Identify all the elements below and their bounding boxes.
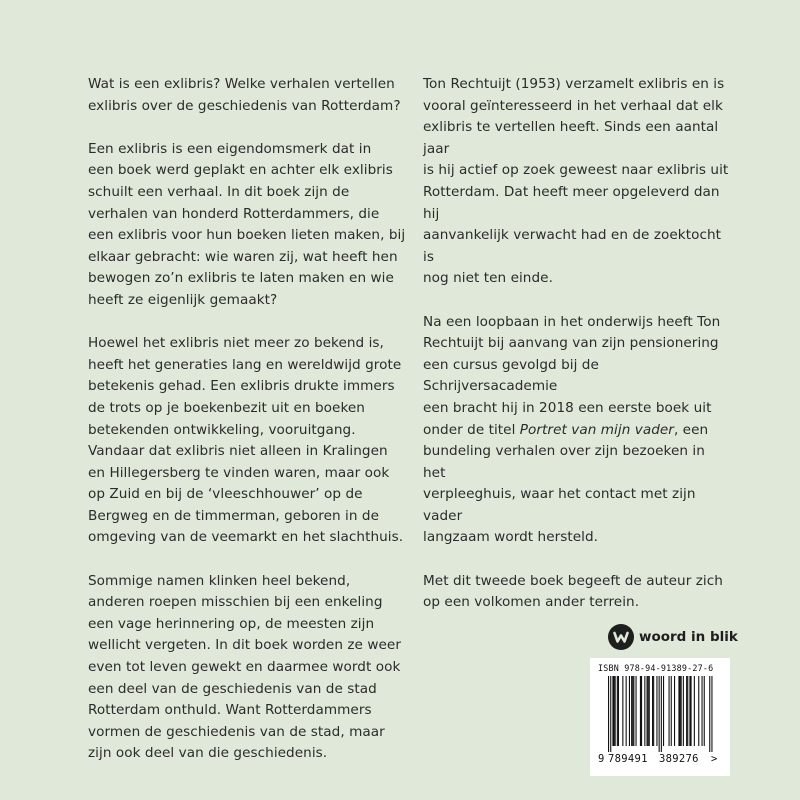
paragraph-what-is-exlibris: Een exlibris is een eigendomsmerk dat in een boek werd geplakt en achter elk exlibris schuilt een verhaal. In dit boek zijn de verhalen van honderd Rotterdammers, die een exlibris voor hun boeken lieten maken, bij elkaar gebracht: wie waren zij, wat heeft hen bewogen zo’n exlibris te laten maken en wie heeft ze eigenlijk gemaakt? bbox=[88, 140, 406, 308]
barcode-bar bbox=[694, 676, 695, 746]
barcode-bar bbox=[636, 676, 637, 746]
barcode-bar bbox=[680, 676, 681, 746]
career-text-start: Na een loopbaan in het onderwijs heeft Ton Rechtuijt bij aanvang van zijn pensionering een cursus gevolgd bij de Schrijversacademie een bracht hij in 2018 een eerste boek uit onder de titel bbox=[423, 313, 721, 438]
left-text-column bbox=[88, 74, 406, 765]
isbn-label: ISBN 978-94-91389-27-6 bbox=[598, 663, 714, 673]
barcode-digits bbox=[598, 753, 722, 765]
barcode-bar bbox=[612, 676, 613, 746]
right-text-column bbox=[423, 74, 729, 614]
paragraph-history: Hoewel het exlibris niet meer zo bekend is, heeft het generaties lang en wereldwijd grote betekenis gehad. Een exlibris drukte immers de trots op je boekenbezit uit en boeken betekenden ontwikkeling, vooruitgang. Vandaar dat exlibris niet alleen in Kralingen en Hillegersberg te vinden waren, maar ook op Zuid en bij de ‘vleeschhouwer’ op de Bergweg en de timmerman, geboren in de omgeving van de veemarkt en het slachthuis. bbox=[88, 335, 404, 546]
paragraph-names: Sommige namen klinken heel bekend, anderen roepen misschien bij een enkeling een vage herinnering op, de meesten zijn wellicht vergeten. In dit boek worden ze weer even tot leven gewekt en daarmee wordt ook een deel van de geschiedenis van de stad Rotterdam onthuld. Want Rotterdammers vormen de geschiedenis van de stad, maar zijn ook deel van die geschiedenis. bbox=[88, 572, 401, 762]
barcode-bar bbox=[633, 676, 634, 746]
career-text-end: , een bundeling verhalen over zijn bezoeken in het verpleeghuis, waar het contact met zijn vader langzaam wordt hersteld. bbox=[423, 421, 709, 546]
barcode-bar bbox=[691, 676, 692, 746]
barcode-digit-group-right: 389276 bbox=[659, 753, 699, 765]
barcode-bar bbox=[629, 676, 630, 746]
barcode-bar bbox=[656, 676, 657, 746]
barcode-bar bbox=[663, 676, 664, 746]
barcode-bar bbox=[689, 676, 690, 746]
publisher-name: woord in blik bbox=[639, 629, 738, 645]
barcode-bar bbox=[610, 676, 611, 752]
paragraph-author-bio: Ton Rechtuijt (1953) verzamelt exlibris en is vooral geïnteresseerd in het verhaal dat elk exlibris te vertellen heeft. Sinds een aantal jaar is hij actief op zoek geweest naar exlibris uit Rotterdam. Dat heeft meer opgeleverd dan hij aanvankelijk verwacht had en de zoektocht is nog niet ten einde. bbox=[423, 76, 729, 287]
barcode-bar bbox=[711, 676, 712, 752]
barcode-bar bbox=[632, 676, 633, 746]
barcode-bar bbox=[652, 676, 653, 746]
barcode-bar bbox=[681, 676, 682, 746]
barcode-bar bbox=[647, 676, 648, 746]
barcode-bar bbox=[678, 676, 679, 746]
barcode-bar bbox=[648, 676, 649, 746]
barcode-bar bbox=[698, 676, 699, 746]
barcode-bar bbox=[661, 676, 662, 752]
barcode-bar bbox=[608, 676, 609, 752]
barcode-bar bbox=[644, 676, 645, 746]
barcode-bar bbox=[687, 676, 688, 746]
barcode-bar bbox=[640, 676, 641, 746]
publisher-logo bbox=[608, 622, 738, 652]
barcode-bar bbox=[686, 676, 687, 746]
barcode-bar bbox=[653, 676, 654, 746]
barcode-bar bbox=[641, 676, 642, 746]
barcode-bar bbox=[683, 676, 684, 746]
barcode-bar bbox=[659, 676, 660, 752]
barcode-bar bbox=[674, 676, 675, 746]
barcode-bar bbox=[669, 676, 670, 746]
barcode-bar bbox=[614, 676, 615, 746]
barcode-digit-first: 9 bbox=[598, 753, 605, 765]
isbn-barcode bbox=[590, 658, 730, 776]
barcode-bar bbox=[709, 676, 710, 752]
barcode-bar bbox=[704, 676, 705, 746]
barcode-bar bbox=[626, 676, 627, 746]
w-circle-logo-icon bbox=[608, 624, 634, 650]
previous-book-title: Portret van mijn vader bbox=[519, 421, 674, 438]
paragraph-intro-questions: Wat is een exlibris? Welke verhalen vertellen exlibris over de geschiedenis van Rotterdam? bbox=[88, 76, 401, 114]
paragraph-new-terrain: Met dit tweede boek begeeft de auteur zich op een volkomen ander terrein. bbox=[423, 572, 723, 611]
barcode-bar bbox=[617, 676, 618, 746]
barcode-bar bbox=[618, 676, 619, 746]
barcode-bar bbox=[615, 676, 616, 746]
barcode-bar bbox=[622, 676, 623, 746]
barcode-end-marker: > bbox=[711, 753, 718, 765]
barcode-bars bbox=[598, 676, 722, 754]
barcode-bar bbox=[702, 676, 703, 746]
barcode-bar bbox=[649, 676, 650, 746]
barcode-bar bbox=[671, 676, 672, 746]
barcode-digit-group-left: 789491 bbox=[608, 753, 648, 765]
paragraph-author-career bbox=[423, 312, 729, 550]
barcode-bar bbox=[631, 676, 632, 746]
